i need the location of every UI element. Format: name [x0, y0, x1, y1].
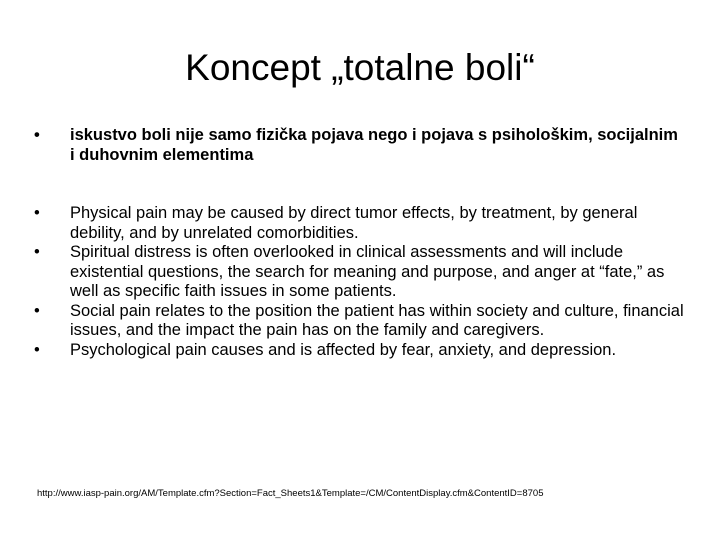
list-item [34, 302, 684, 341]
source-link[interactable]: http://www.iasp-pain.org/AM/Template.cfm?Section=Fact_Sheets1&Template=/CM/ContentDisplay.cfm&ContentID=8705 [37, 488, 544, 499]
bullet-marker: • [34, 340, 40, 359]
bullet-marker: • [34, 301, 40, 320]
bullet-text: Physical pain may be caused by direct tumor effects, by treatment, by general debility, and by unrelated comorbidities. [70, 204, 638, 242]
bullet-marker: • [34, 126, 40, 144]
pain-types-bullet-list [34, 204, 684, 360]
list-item [34, 243, 684, 302]
bullet-text: Psychological pain causes and is affected by fear, anxiety, and depression. [70, 340, 617, 359]
list-item [34, 126, 684, 165]
bullet-text: Social pain relates to the position the patient has within society and culture, financial issues, and the impact the pain has on the family and caregivers. [70, 301, 684, 339]
list-item [34, 341, 684, 361]
bullet-text: Spiritual distress is often overlooked in clinical assessments and will include existential questions, the search for meaning and purpose, and anger at “fate,” as well as specific faith issues in some patients. [70, 243, 665, 300]
list-item [34, 204, 684, 243]
bullet-marker: • [34, 243, 40, 261]
intro-bullet-list [34, 126, 684, 165]
bullet-text: iskustvo boli nije samo fizička pojava nego i pojava s psihološkim, socijalnim i duhovnim elementima [70, 126, 678, 164]
slide-title: Koncept „totalne boli“ [185, 47, 535, 88]
bullet-marker: • [34, 204, 40, 222]
